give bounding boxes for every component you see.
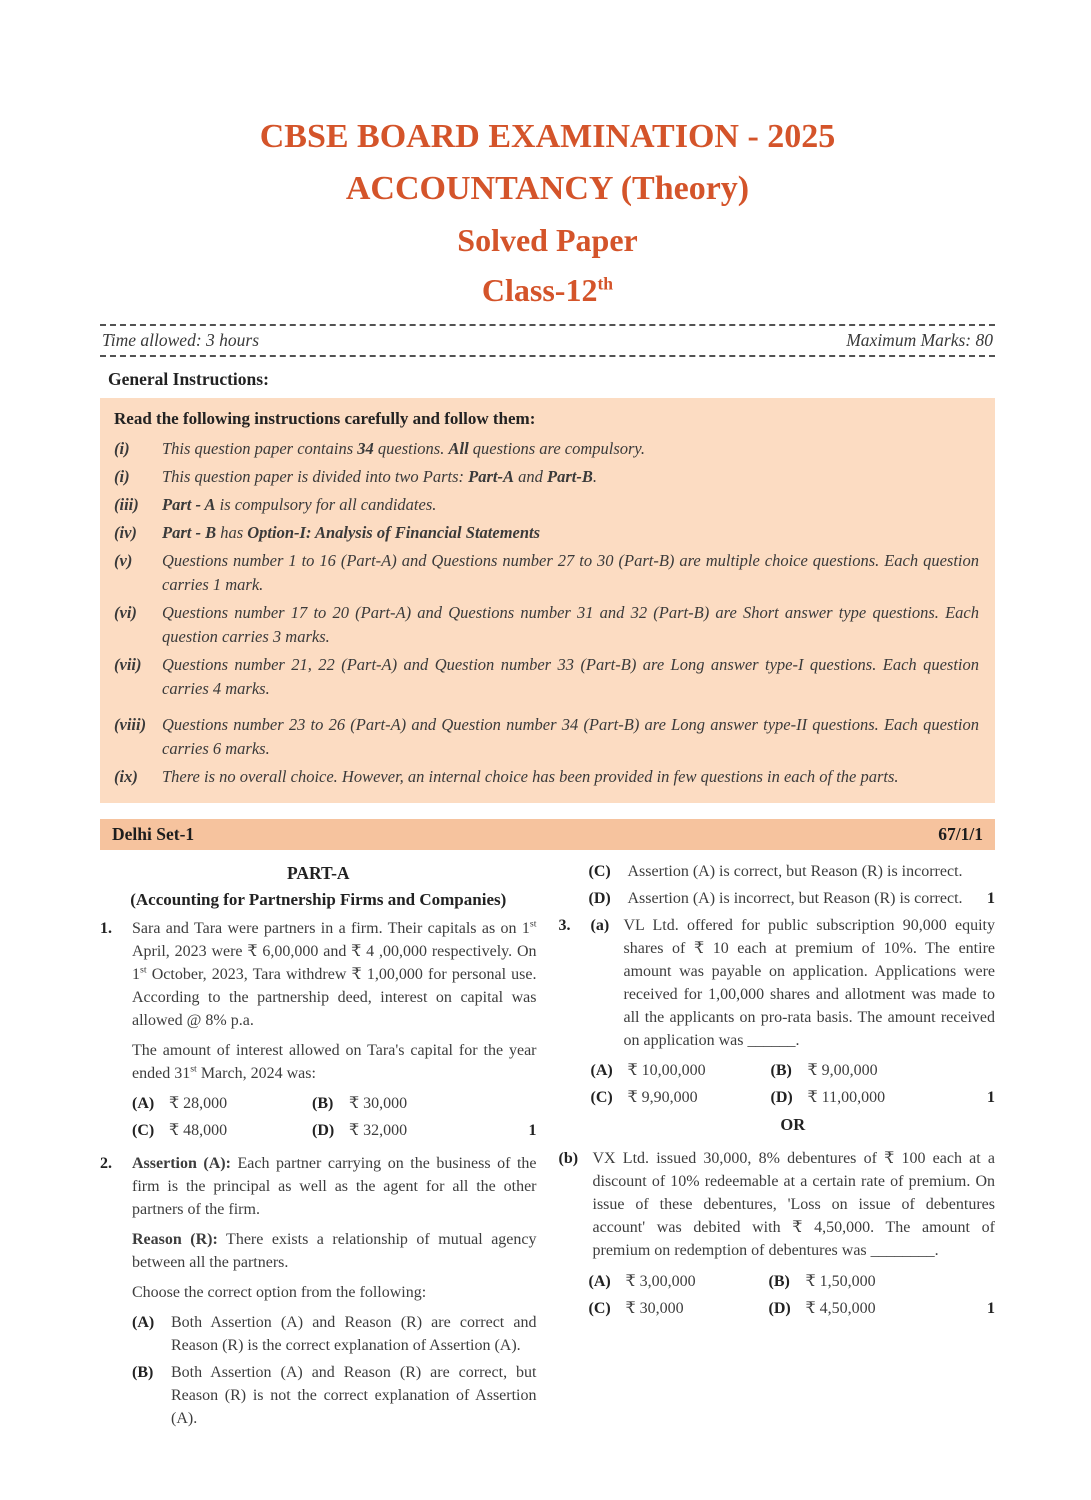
two-column-content (100, 860, 995, 1440)
option-c: (C) ₹ 9,90,000 (590, 1089, 698, 1107)
general-instructions-box (100, 398, 995, 803)
set-band (100, 819, 995, 850)
maximum-marks-label: Maximum Marks: 80 (846, 330, 993, 351)
question-3-number: 3. (558, 917, 571, 935)
option-d: (D) ₹ 11,00,000 (770, 1089, 886, 1107)
or-divider: OR (780, 1115, 806, 1135)
option-c: (C) ₹ 48,000 (132, 1122, 228, 1140)
option-d: (D) ₹ 4,50,000 (768, 1300, 876, 1318)
option-a: (A) ₹ 28,000 (132, 1095, 228, 1113)
instruction-item: (vii) Questions number 21, 22 (Part-A) and Question number 33 (Part-B) are Long answer type-I questions. Each question carries 4 marks. (114, 655, 979, 699)
question-2-marks: 1 (987, 890, 995, 908)
question-1-options-row (132, 1092, 537, 1115)
left-column (100, 860, 537, 1440)
part-a-title: PART-A (286, 863, 350, 884)
question-3a-label: (a) (590, 917, 610, 935)
page-title-exam: CBSE BOARD EXAMINATION - 2025 (259, 118, 836, 155)
question-3a-marks: 1 (987, 1089, 995, 1107)
instructions-box-title: Read the following instructions carefully and follow them: (114, 409, 536, 429)
question-1-number: 1. (100, 920, 112, 938)
instruction-item: (i) This question paper is divided into two Parts: Part-A and Part-B. (114, 467, 597, 487)
question-1-marks: 1 (528, 1122, 537, 1140)
option-b: (B) Both Assertion (A) and Reason (R) are correct, but Reason (R) is not the correct explanation of Assertion (A). (132, 1364, 537, 1428)
instruction-item: (iv) Part - B has Option-I: Analysis of Financial Statements (114, 523, 541, 543)
instruction-item: (iii) Part - A is compulsory for all candidates. (114, 495, 437, 515)
time-allowed-label: Time allowed: 3 hours (102, 330, 260, 351)
question-3b (559, 1147, 996, 1268)
instruction-item: (ix) There is no overall choice. However, an internal choice has been provided in few questions in each of the parts. (114, 767, 899, 787)
question-3b-options-row (589, 1270, 996, 1293)
option-d: (D) Assertion (A) is incorrect, but Reason (R) is correct. 1 (589, 887, 996, 910)
general-instructions-heading: General Instructions: (108, 369, 269, 390)
title-block (100, 118, 995, 308)
question-3a-text: VL Ltd. offered for public subscription 90,000 equity shares of ₹ 10 each at premium of 10%. The entire amount was payable on application. Applications were received for 1,00,000 shares and allotment was made to all the applicants on pro-rata basis. The amount received on application was ______. (623, 917, 995, 1050)
question-3b-marks: 1 (987, 1300, 995, 1318)
paper-code: 67/1/1 (938, 824, 983, 845)
dashed-rule-bottom (100, 355, 995, 357)
instruction-item: (viii) Questions number 23 to 26 (Part-A) and Question number 34 (Part-B) are Long answer type-II questions. Each question carries 6 marks. (114, 715, 979, 759)
question-2-options-continued (589, 860, 996, 910)
option-d: (D) ₹ 32,000 (312, 1122, 408, 1140)
question-3b-options (589, 1270, 996, 1320)
set-name: Delhi Set-1 (112, 824, 195, 845)
question-3b-text: VX Ltd. issued 30,000, 8% debentures of ₹ 100 each at a discount of 10% redeemable at a certain rate of premium. On issue of these debentures, 'Loss on issue of debentures account' was debited with ₹ 4,50,000. The amount of premium on redemption of debentures was ________. (592, 1150, 995, 1260)
option-c: (C) ₹ 30,000 (588, 1300, 684, 1318)
question-1-options-row (132, 1119, 537, 1142)
option-b: (B) ₹ 9,00,000 (770, 1062, 878, 1080)
page-title-subject: ACCOUNTANCY (Theory) (345, 170, 750, 208)
question-2-choose: Choose the correct option from the following: (132, 1284, 427, 1302)
question-1-text: Sara and Tara were partners in a firm. Their capitals as on 1st April, 2023 were ₹ 6,00,000 and ₹ 4 ,00,000 respectively. On 1st October, 2023, Tara withdrew ₹ 1,00,000 for personal use. According to the partnership deed, interest on capital was allowed @ 8% p.a. (132, 918, 537, 1030)
class-superscript: th (597, 273, 614, 294)
question-3a-options-row (591, 1086, 996, 1109)
option-c: (C) Assertion (A) is correct, but Reason (R) is incorrect. (588, 863, 963, 881)
question-3a-options-row (591, 1059, 996, 1082)
option-b: (B) ₹ 30,000 (312, 1095, 408, 1113)
question-2-reason: Reason (R): There exists a relationship of mutual agency between all the partners. (132, 1231, 537, 1272)
option-a: (A) ₹ 3,00,000 (588, 1273, 696, 1291)
question-3 (559, 914, 996, 1141)
right-column (559, 860, 996, 1440)
page-title-class: Class-12th (481, 271, 614, 308)
question-1-stem: The amount of interest allowed on Tara's capital for the year ended 31st March, 2024 was: (132, 1042, 537, 1083)
question-2 (100, 1152, 537, 1434)
question-3a (591, 914, 996, 1058)
instruction-item: (v) Questions number 1 to 16 (Part-A) and Questions number 27 to 30 (Part-B) are multiple choice questions. Each question carries 1 mark. (114, 551, 979, 595)
question-3b-options-row (589, 1297, 996, 1320)
page-title-solved-paper: Solved Paper (457, 221, 638, 258)
option-a: (A) ₹ 10,00,000 (590, 1062, 706, 1080)
option-a: (A) Both Assertion (A) and Reason (R) are correct and Reason (R) is the correct explanation of Assertion (A). (132, 1314, 537, 1355)
exam-meta-row (100, 326, 995, 355)
instruction-item: (vi) Questions number 17 to 20 (Part-A) and Questions number 31 and 32 (Part-B) are Short answer type questions. Each question carries 3 marks. (114, 603, 979, 647)
question-3b-label: (b) (558, 1150, 579, 1168)
question-1 (100, 917, 537, 1146)
question-2-number: 2. (100, 1155, 112, 1173)
part-a-subtitle: (Accounting for Partnership Firms and Companies) (130, 890, 507, 910)
instruction-item: (i) This question paper contains 34 questions. All questions are compulsory. (114, 439, 645, 459)
option-b: (B) ₹ 1,50,000 (768, 1273, 876, 1291)
question-2-assertion: Assertion (A): Each partner carrying on the business of the firm is the principal as well as the agent for all the other partners of the firm. (132, 1155, 537, 1219)
